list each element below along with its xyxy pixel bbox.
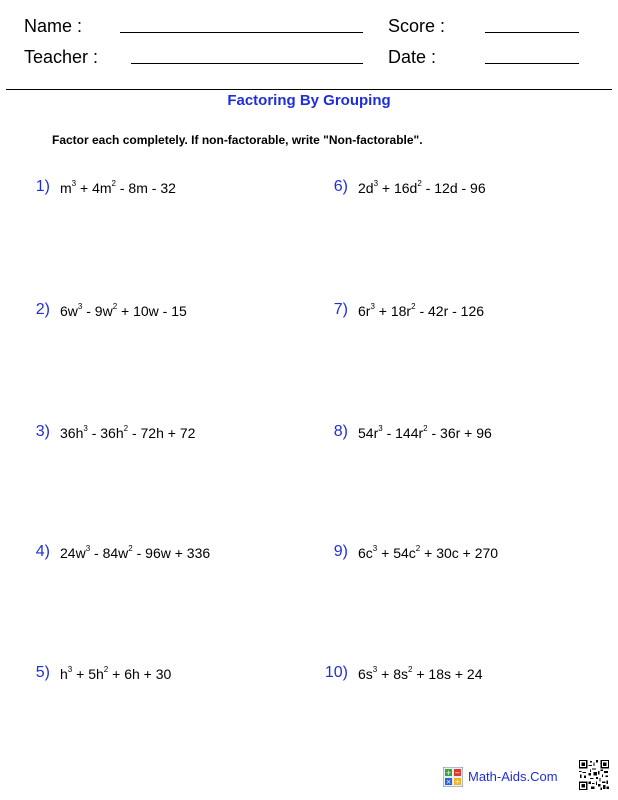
svg-text:−: − <box>454 769 461 777</box>
problem-expression: $54r^3 - 144r^2 - 36r + 96$ <box>358 424 492 441</box>
instructions: Factor each completely. If non-factorable, write "Non-factorable". <box>52 133 423 147</box>
problem-expression: $6r^3 + 18r^2 - 42r - 126$ <box>358 302 485 319</box>
problem-expression: $36h^3 - 36h^2 - 72h + 72$ <box>60 424 196 441</box>
score-line[interactable] <box>485 32 579 33</box>
problem-expression: $m^3 + 4m^2 - 8m - 32$ <box>60 179 176 196</box>
qr-code-icon <box>579 760 609 790</box>
calculator-icon <box>443 767 463 787</box>
problem-expression: $6c^3 + 54c^2 + 30c + 270$ <box>358 544 499 561</box>
header-divider <box>6 89 612 90</box>
problem-expression: $24w^3 - 84w^2 - 96w + 336$ <box>60 544 211 561</box>
problem-number: 7) <box>333 301 348 318</box>
problem-expression: $6w^3 - 9w^2 + 10w - 15$ <box>60 302 187 319</box>
problem-expression: $2d^3 + 16d^2 - 12d - 96$ <box>358 179 486 196</box>
problem-expression: $6s^3 + 8s^2 + 18s + 24$ <box>358 665 483 682</box>
problem-number: 1) <box>35 178 50 195</box>
problem-number: 6) <box>333 178 348 195</box>
problem-number: 9) <box>333 543 348 560</box>
name-label: Name : <box>24 16 83 36</box>
name-line[interactable] <box>120 32 363 33</box>
score-label: Score : <box>388 16 446 36</box>
teacher-label: Teacher : <box>24 47 99 67</box>
problem-number: 5) <box>35 664 50 681</box>
problem-number: 3) <box>35 423 50 440</box>
date-label: Date : <box>388 47 437 67</box>
svg-text:÷: ÷ <box>454 778 461 786</box>
problem-number: 2) <box>35 301 50 318</box>
date-line[interactable] <box>485 63 579 64</box>
problem-number: 8) <box>333 423 348 440</box>
problem-number: 10) <box>324 664 348 681</box>
svg-text:×: × <box>445 778 452 786</box>
brand-link[interactable]: Math-Aids.Com <box>468 769 558 784</box>
worksheet-title: Factoring By Grouping <box>227 92 391 109</box>
problem-expression: $h^3 + 5h^2 + 6h + 30$ <box>60 665 172 682</box>
problem-number: 4) <box>35 543 50 560</box>
teacher-line[interactable] <box>131 63 363 64</box>
svg-text:+: + <box>445 769 452 777</box>
